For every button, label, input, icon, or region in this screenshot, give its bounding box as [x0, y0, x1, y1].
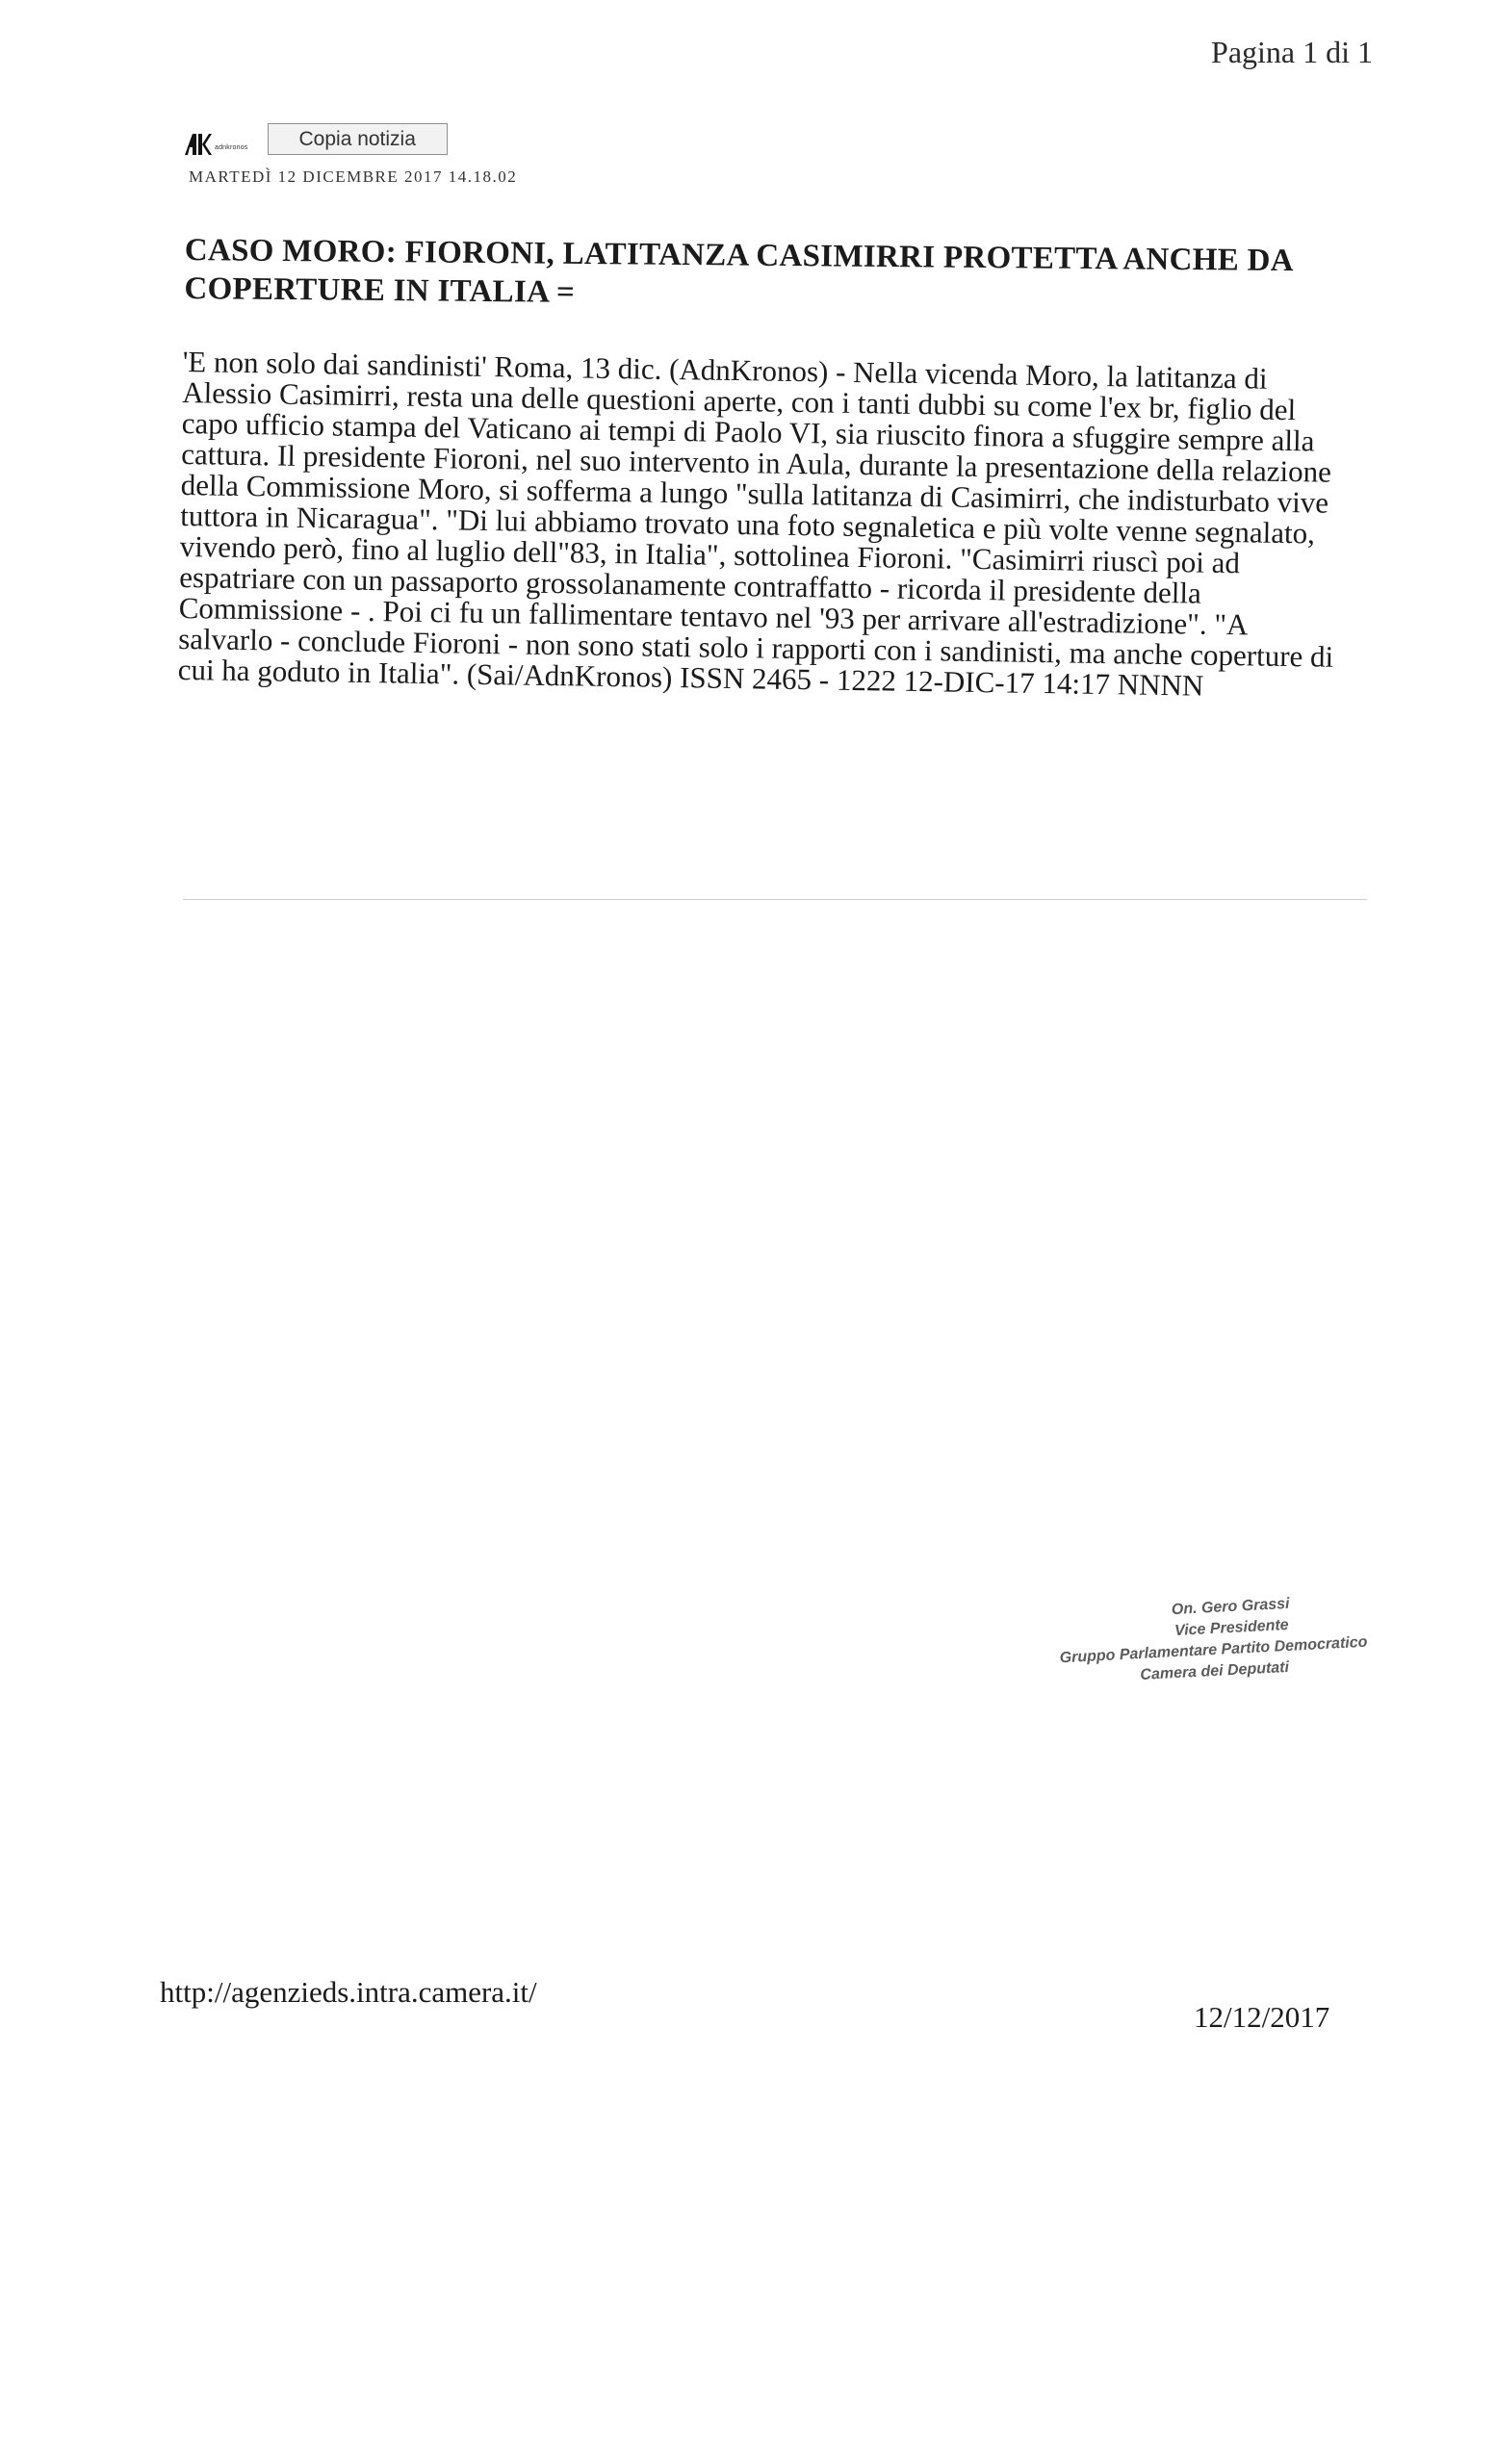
- news-body: 'E non solo dai sandinisti' Roma, 13 dic. (AdnKronos) - Nella vicenda Moro, la latitanza di Alessio Casimirri, resta una delle questioni aperte, con i tanti dubbi su come l'ex br, figlio del capo ufficio stampa del Vaticano ai tempi di Paolo VI, sia riuscito finora a sfuggire sempre alla cattura. Il presidente Fioroni, nel suo intervento in Aula, durante la presentazione della relazione della Commissione Moro, si sofferma a lungo "sulla latitanza di Casimirri, che indisturbato vive tuttora in Nicaragua". "Di lui abbiamo trovato una foto segnaletica e più volte venne segnalato, vivendo però, fino al luglio dell"83, in Italia", sottolinea Fioroni. "Casimirri riuscì poi ad espatriare con un passaporto grossolanamente contraffatto - ricorda il presidente della Commissione - . Poi ci fu un fallimentare tentavo nel '93 per arrivare all'estradizione". "A salvarlo - conclude Fioroni - non sono stati solo i rapporti con i sandinisti, ma anche coperture di cui ha goduto in Italia". (Sai/AdnKronos) ISSN 2465 - 1222 12-DIC-17 14:17 NNNN: [177, 345, 1334, 703]
- page-number-label: Pagina 1 di 1: [1211, 35, 1373, 69]
- stamp-title: Vice Presidente: [1174, 1616, 1290, 1640]
- copy-news-button[interactable]: Copia notizia: [268, 123, 448, 155]
- footer-date: 12/12/2017: [1194, 2000, 1330, 2034]
- news-dateline: MARTEDÌ 12 DICEMBRE 2017 14.18.02: [189, 167, 518, 186]
- logo-wordmark: adnkronos: [215, 144, 248, 151]
- divider: [183, 899, 1367, 900]
- ak-logo-icon: [185, 134, 212, 155]
- adnkronos-logo: [185, 134, 248, 155]
- footer-url: http://agenzieds.intra.camera.it/: [160, 1975, 537, 2009]
- signature-stamp: [999, 1587, 1427, 1694]
- stamp-group: Gruppo Parlamentare Partito Democratico: [1059, 1633, 1368, 1667]
- news-headline: CASO MORO: FIORONI, LATITANZA CASIMIRRI PROTETTA ANCHE DA COPERTURE IN ITALIA =: [184, 232, 1293, 310]
- stamp-name: On. Gero Grassi: [1171, 1595, 1290, 1619]
- header-bar: [185, 123, 448, 155]
- stamp-chamber: Camera dei Deputati: [1140, 1658, 1290, 1683]
